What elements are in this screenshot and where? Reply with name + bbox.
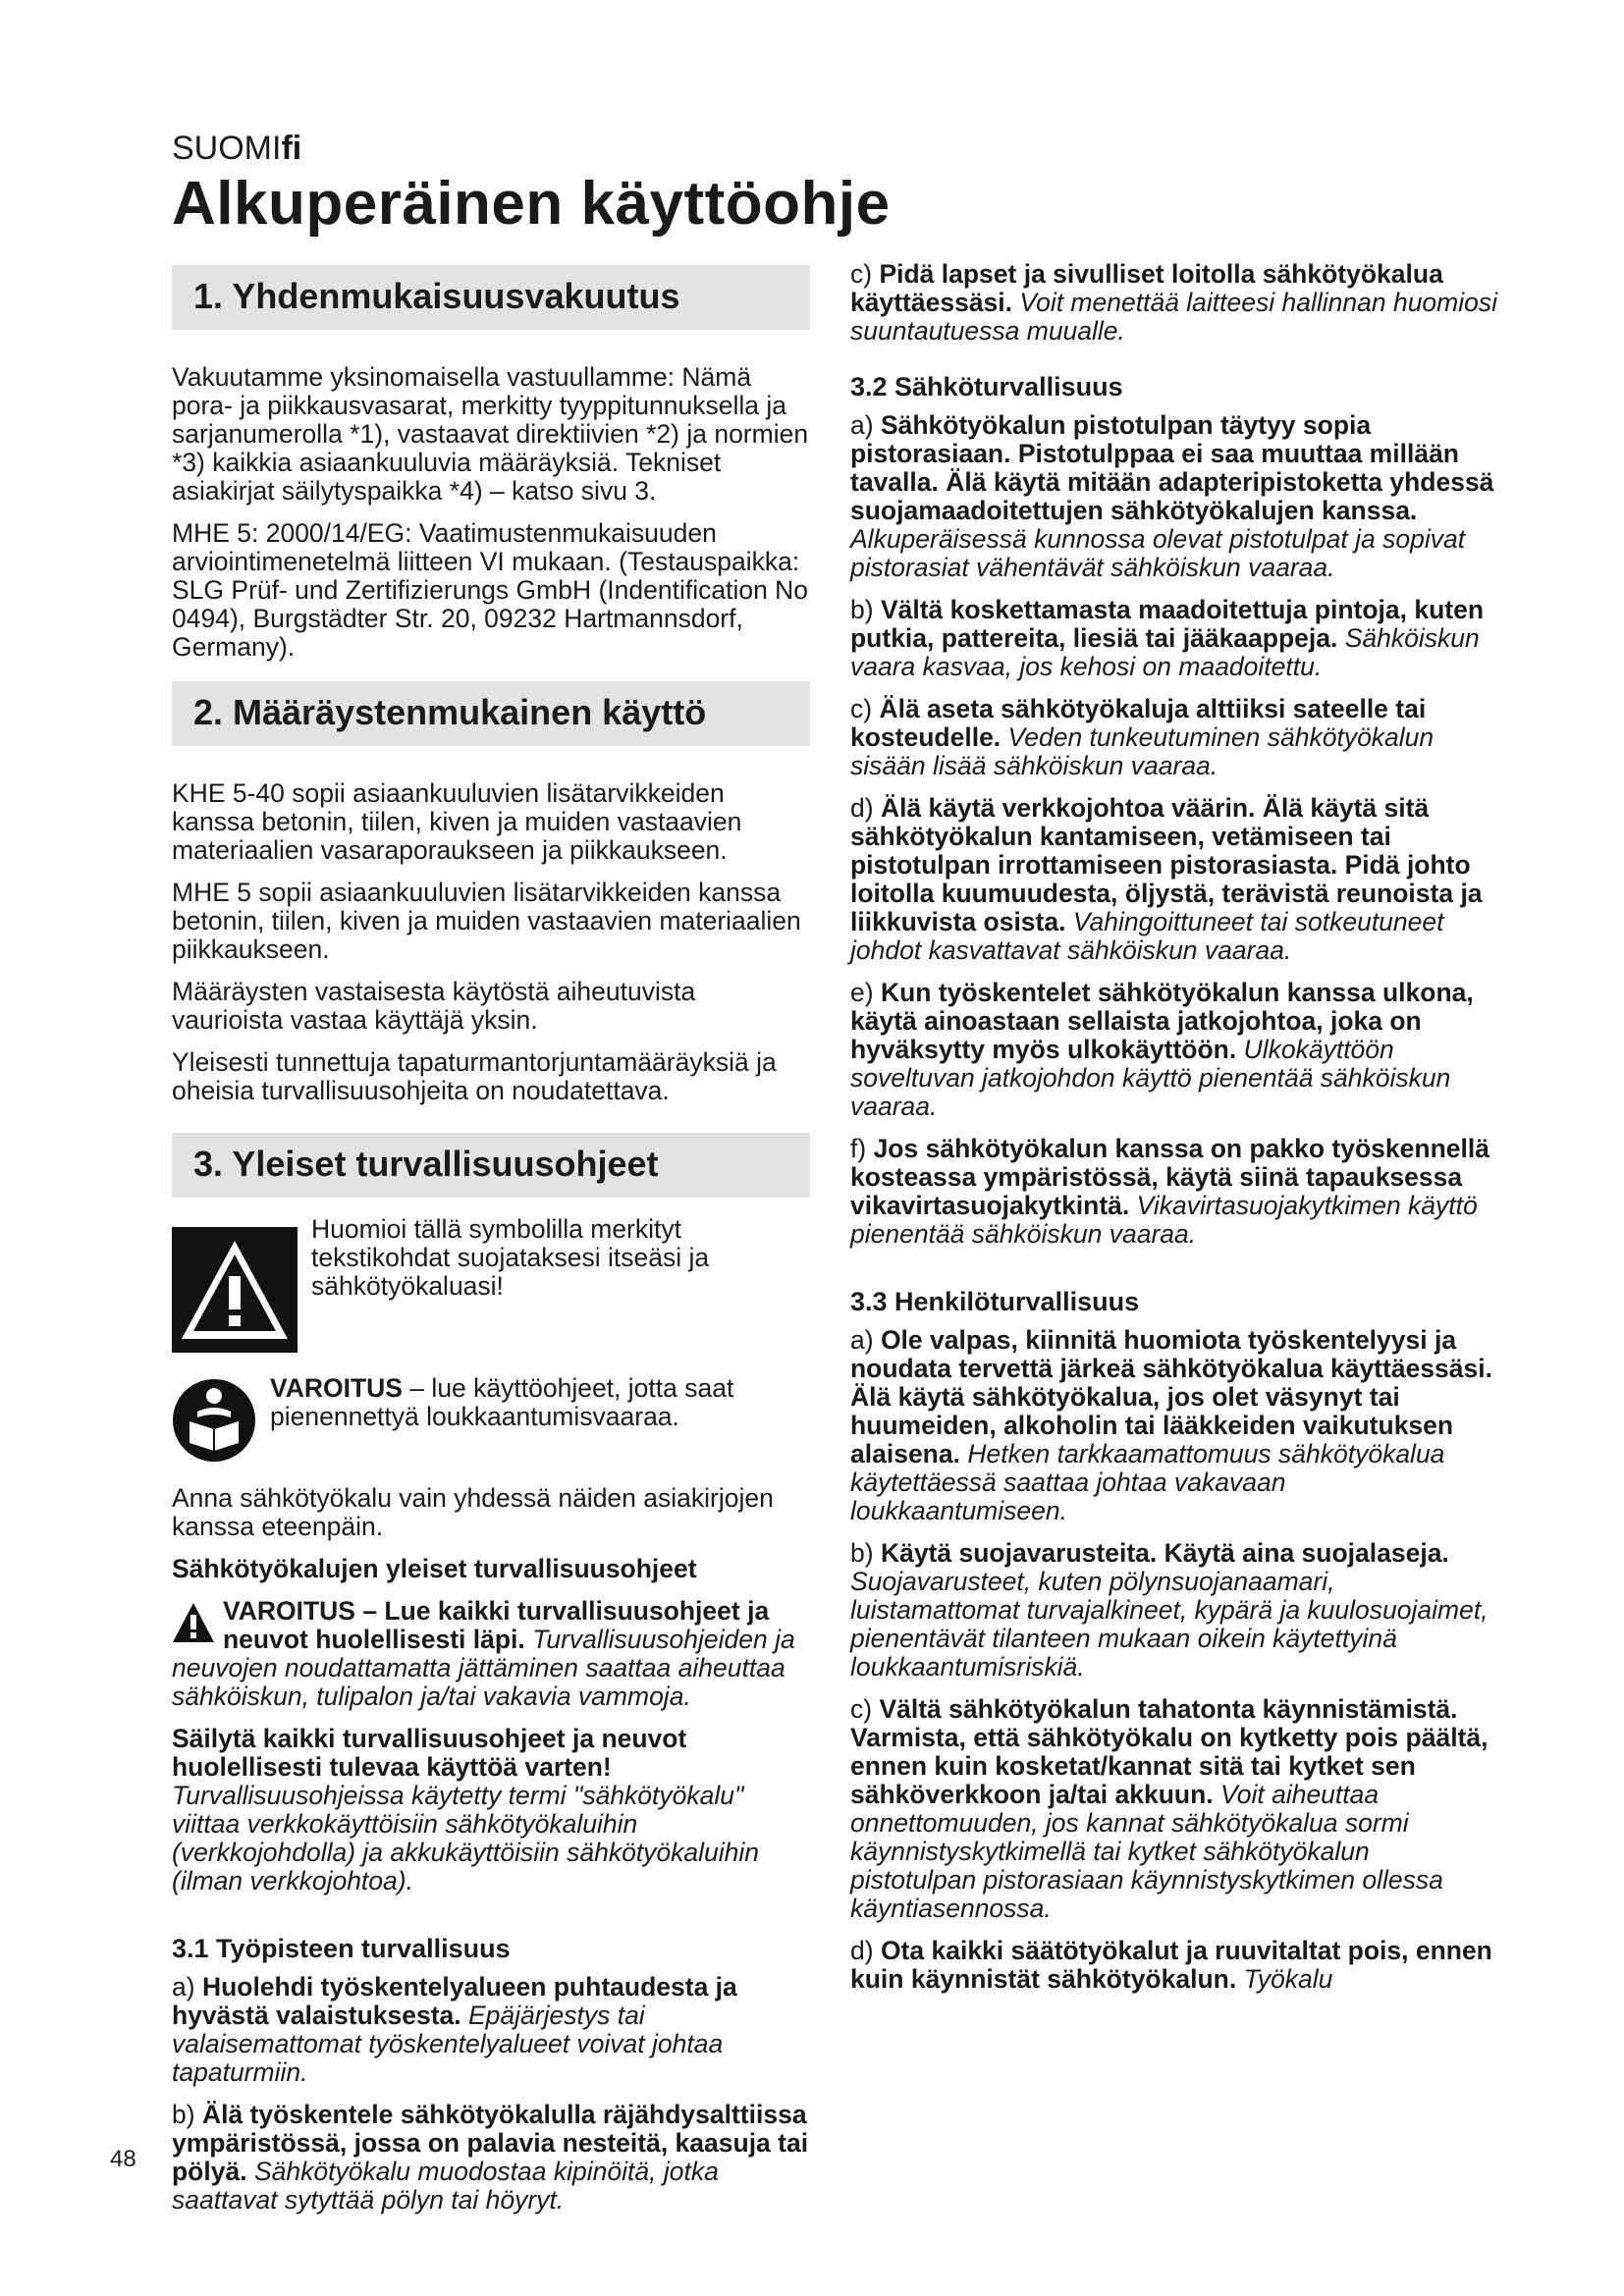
warning-triangle-icon — [172, 1227, 298, 1353]
left-column — [172, 265, 810, 2228]
item-3-1-b: b) Älä työskentele sähkötyökalulla räjähdysalttiissa ympäristössä, jossa on palavia nesteitä, kaasuja tai pölyä. Sähkötyökalu muodostaa kipinöitä, jotka saattavat sytyttää pölyn tai höyryt. — [172, 2100, 809, 2215]
read-manual-text: VAROITUS – lue käyttöohjeet, jotta saat pienennettyä loukkaantumisvaaraa. — [270, 1373, 734, 1431]
section-heading-2: 2. Määräystenmukainen käyttö — [172, 681, 810, 746]
item-3-2-c: c) Älä aseta sähkötyökaluja alttiiksi sateelle tai kosteudelle. Veden tunkeutuminen sähkötyökalun sisään lisää sähköiskun vaaraa. — [850, 694, 1435, 780]
use-paragraph-3: Määräysten vastaisesta käytöstä aiheutuvista vaurioista vastaa käyttäjä yksin. — [172, 977, 696, 1035]
section-heading-1: 1. Yhdenmukaisuusvakuutus — [172, 265, 810, 330]
item-3-1-a: a) Huolehdi työskentelyalueen puhtaudesta ja hyvästä valaistuksesta. Epäjärjestys tai valaisemattomat työskentelyalueet voivat johtaa tapaturmiin. — [172, 1972, 737, 2087]
item-3-1-c: c) Pidä lapset ja sivulliset loitolla sähkötyökalua käyttäessäsi. Voit menettää laitteesi hallinnan huomiosi suuntautuessa muualle. — [850, 259, 1498, 346]
mhe5-paragraph: MHE 5: 2000/14/EG: Vaatimustenmukaisuuden arviointimenetelmä liitteen VI mukaan. (Testauspaikka: SLG Prüf- und Zertifizierungs GmbH (Indentification No 0494), Burgstädter Str. 20, 09232 Hartmannsdorf, Germany). — [172, 518, 809, 662]
subsection-heading-3-3: 3.3 Henkilöturvallisuus — [850, 1287, 1140, 1316]
page-number: 48 — [110, 2146, 136, 2172]
use-paragraph-1: KHE 5-40 sopii asiaankuuluvien lisätarvikkeiden kanssa betonin, tiilen, kiven ja muiden vastaavien materiaalien vasaraporaukseen ja piikkaukseen. — [172, 778, 742, 865]
item-3-2-f: f) Jos sähkötyökalun kanssa on pakko työskennellä kosteassa ympäristössä, käytä siinä tapauksessa vikavirtasuojakytkintä. Vikavirtasuojakytkimen käyttö pienentää sähköiskun vaaraa. — [850, 1134, 1489, 1249]
warning-symbol-block — [172, 1215, 810, 1353]
item-3-2-a: a) Sähkötyökalun pistotulpan täytyy sopia pistorasiaan. Pistotulppaa ei saa muuttaa millään tavalla. Älä käytä mitään adapteripistoketta yhdessä suojamaadoitettujen sähkötyökalujen kanssa. Alkuperäisessä kunnossa olevat pistotulpat ja sopivat pistorasiat vähentävät sähköiskun vaaraa. — [850, 410, 1494, 582]
item-3-3-c: c) Vältä sähkötyökalun tahatonta käynnistämistä. Varmista, että sähkötyökalu on kytketty pois päältä, ennen kuin kosketat/kannat sitä tai kytket sen sähköverkkoon ja/tai akkuun. Voit aiheuttaa onnettomuuden, jos kannat sähkötyökalua sormi käynnistyskytkimellä tai kytket sähkötyökalun pistotulpan pistorasiaan käynnistyskytkimen ollessa käyntiasennossa. — [850, 1694, 1489, 1923]
declaration-paragraph: Vakuutamme yksinomaisella vastuullamme: Nämä pora- ja piikkausvasarat, merkitty tyyppitunnuksella ja sarjanumerolla *1), vastaavat direktiivien *2) ja normien *3) kaikkia asiaankuuluvia määräyksiä. Tekniset asiakirjat säilytyspaikka *4) – katso sivu 3. — [172, 362, 809, 506]
general-safety-heading: Sähkötyökalujen yleiset turvallisuusohjeet — [172, 1554, 697, 1583]
subsection-heading-3-1: 3.1 Työpisteen turvallisuus — [172, 1934, 511, 1963]
keep-instructions: Säilytä kaikki turvallisuusohjeet ja neuvot huolellisesti tulevaa käyttöä varten! Turvallisuusohjeissa käytetty termi "sähkötyökalu" viittaa verkkokäyttöisiin sähkötyökaluihin (verkkojohdolla) ja akkukäyttöisiin sähkötyökaluihin (ilman verkkojohtoa). — [172, 1724, 760, 1896]
language-label: SUOMIfi — [172, 130, 302, 167]
read-manual-block — [172, 1370, 810, 1463]
use-paragraph-4: Yleisesti tunnettuja tapaturmantorjuntamääräyksiä ja oheisia turvallisuusohjeita on noudatettava. — [172, 1047, 777, 1105]
warning-symbol-text: Huomioi tällä symbolilla merkityt tekstikohdat suojataksesi itseäsi ja sähkötyökaluasi! — [311, 1214, 710, 1301]
item-3-3-d: d) Ota kaikki säätötyökalut ja ruuvitaltat pois, ennen kuin käynnistät sähkötyökalun. Työkalu — [850, 1936, 1492, 1994]
read-all-warning: VAROITUS – Lue kaikki turvallisuusohjeet ja neuvot huolellisesti läpi. Turvallisuusohjeiden ja neuvojen noudattamatta jättäminen saattaa aiheuttaa sähköiskun, tulipalon ja/tai vakavia vammoja. — [172, 1596, 795, 1711]
page-title: Alkuperäinen käyttöohje — [172, 170, 891, 238]
right-column — [850, 260, 1498, 2007]
item-3-3-a: a) Ole valpas, kiinnitä huomiota työskentelyysi ja noudata tervettä järkeä sähkötyökalua käyttäessäsi. Älä käytä sähkötyökalua, jos olet väsynyt tai huumeiden, alkoholin tai lääkkeiden vaikutuksen alaisena. Hetken tarkkaamattomuus sähkötyökalua käytettäessä saattaa johtaa vakavaan loukkaantumiseen. — [850, 1325, 1492, 1525]
section-heading-3: 3. Yleiset turvallisuusohjeet — [172, 1133, 810, 1198]
item-3-2-b: b) Vältä koskettamasta maadoitettuja pintoja, kuten putkia, pattereita, liesiä tai jääkaappeja. Sähköiskun vaara kasvaa, jos kehosi on maadoitettu. — [850, 595, 1485, 681]
read-manual-icon — [172, 1378, 256, 1463]
use-paragraph-2: MHE 5 sopii asiaankuuluvien lisätarvikkeiden kanssa betonin, tiilen, kiven ja muiden vastaavien materiaalien piikkaukseen. — [172, 878, 801, 964]
item-3-3-b: b) Käytä suojavarusteita. Käytä aina suojalaseja. Suojavarusteet, kuten pölynsuojanaamari, luistamattomat turvajalkineet, kypärä ja kuulosuojaimet, pienentävät tilanteen mukaan oikein käytettyinä loukkaantumisriskiä. — [850, 1538, 1489, 1682]
item-3-2-d: d) Älä käytä verkkojohtoa väärin. Älä käytä sitä sähkötyökalun kantamiseen, vetämiseen tai pistotulpan irrottamiseen pistorasiasta. Pidä johto loitolla kuumuudesta, öljystä, terävistä reunoista ja liikkuvista osista. Vahingoittuneet tai sotkeutuneet johdot kasvattavat sähköiskun vaaraa. — [850, 793, 1483, 965]
small-warning-icon — [172, 1601, 215, 1644]
pass-on-paragraph: Anna sähkötyökalu vain yhdessä näiden asiakirjojen kanssa eteenpäin. — [172, 1483, 774, 1541]
subsection-heading-3-2: 3.2 Sähköturvallisuus — [850, 372, 1123, 401]
item-3-2-e: e) Kun työskentelet sähkötyökalun kanssa ulkona, käytä ainoastaan sellaista jatkojohtoa, joka on hyväksytty myös ulkokäyttöön. Ulkokäyttöön soveltuvan jatkojohdon käyttö pienentää sähköiskun vaaraa. — [850, 978, 1474, 1121]
